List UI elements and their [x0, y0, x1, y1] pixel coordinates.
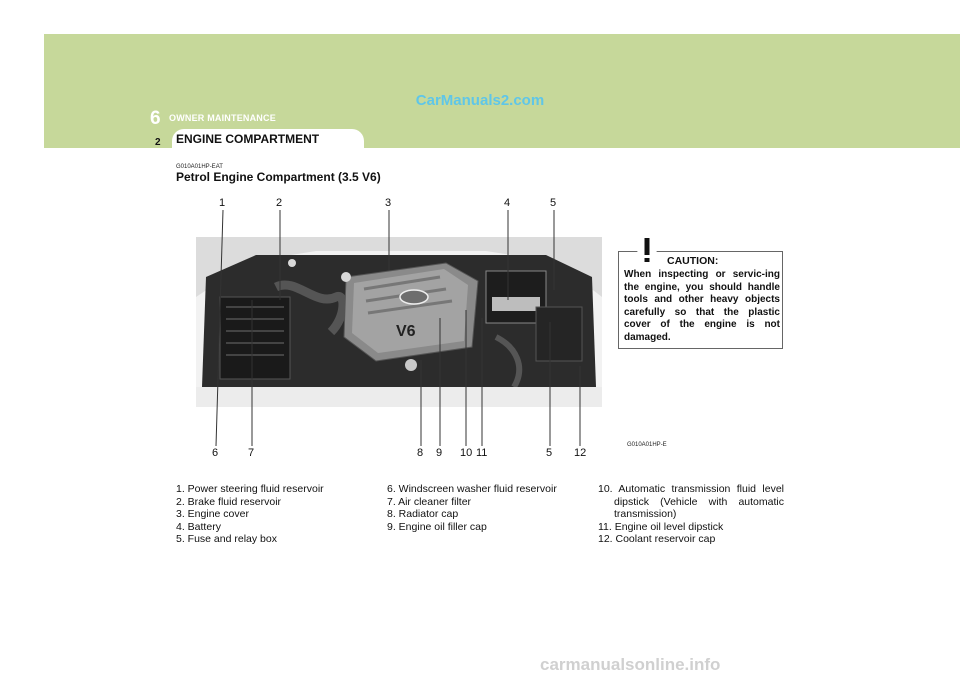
callout-8: 8 — [417, 447, 424, 459]
section-tab-label: ENGINE COMPARTMENT — [176, 132, 320, 146]
engine-badge: V6 — [396, 323, 416, 340]
legend-item: 6. Windscreen washer fluid reservoir — [387, 483, 557, 495]
chapter-number: 6 — [150, 108, 161, 129]
callout-11: 11 — [476, 447, 488, 459]
legend-item: 9. Engine oil filler cap — [387, 520, 487, 533]
legend-item: 2. Brake fluid reservoir — [176, 495, 282, 508]
callout-1: 1 — [219, 197, 226, 209]
watermark-top[interactable]: CarManuals2.com — [415, 92, 545, 109]
callout-4: 4 — [504, 197, 511, 209]
legend-item: 12. Coolant reservoir cap — [598, 533, 716, 546]
callout-9: 9 — [436, 447, 443, 459]
callout-3: 3 — [385, 197, 392, 209]
section-title: Petrol Engine Compartment (3.5 V6) — [176, 170, 381, 184]
callout-5: 5 — [550, 197, 557, 209]
callout-10: 10 — [460, 447, 473, 459]
legend-column-2 — [387, 483, 597, 533]
page-number: 2 — [155, 137, 161, 148]
legend-item: 7. Air cleaner filter — [387, 495, 472, 508]
legend-item: 5. Fuse and relay box — [176, 533, 277, 546]
legend-item: 4. Battery — [176, 520, 221, 533]
watermark-bottom[interactable]: carmanualsonline.info — [540, 655, 721, 674]
figure-code: G010A01HP-E — [627, 442, 667, 448]
caution-title: CAUTION: — [667, 255, 719, 267]
chapter-title: OWNER MAINTENANCE — [169, 113, 276, 123]
legend-column-3 — [598, 483, 784, 546]
legend-item: 3. Engine cover — [176, 508, 249, 521]
legend-column-1 — [176, 483, 376, 546]
callout-6: 6 — [212, 447, 219, 459]
legend-item: 8. Radiator cap — [387, 508, 459, 521]
legend-item: 1. Power steering fluid reservoir — [176, 483, 324, 495]
callout-2: 2 — [276, 197, 283, 209]
legend-item: 11. Engine oil level dipstick — [598, 520, 724, 533]
caution-body: When inspecting or servic-ing the engine, you should handle tools and other heavy objects carefully so that the plastic cover of the engine is not damaged. — [624, 269, 780, 343]
callout-7: 7 — [248, 447, 255, 459]
callout-12: 12 — [574, 447, 587, 459]
warning-icon — [630, 232, 664, 266]
callout-5-bottom: 5 — [546, 447, 553, 459]
legend-item: 10. Automatic transmission fluid level dipstick (Vehicle with automatic transmission) — [598, 483, 784, 521]
section-code: G010A01HP-EAT — [176, 164, 223, 170]
